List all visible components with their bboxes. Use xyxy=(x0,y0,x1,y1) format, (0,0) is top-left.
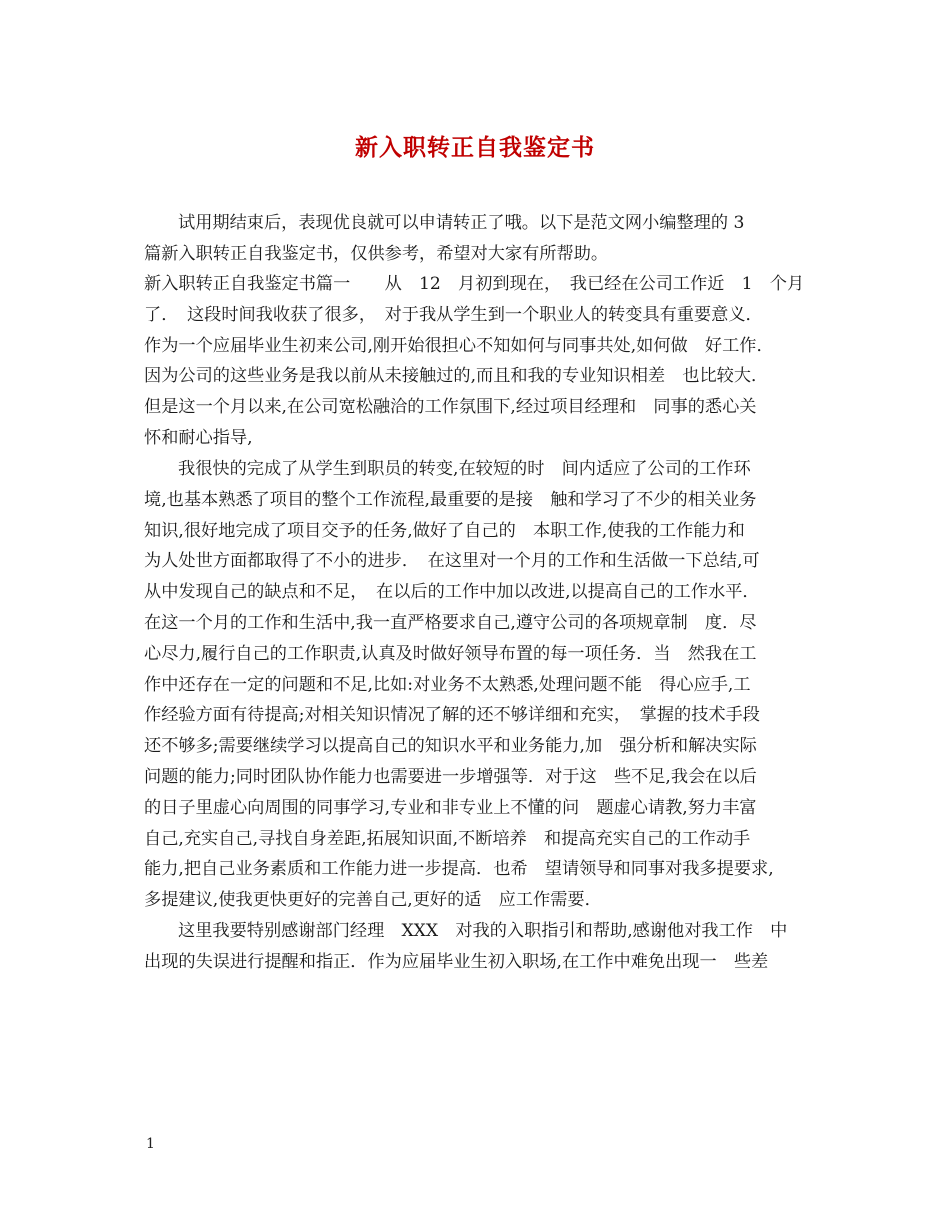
text-line: 因为公司的这些业务是我以前从未接触过的,而且和我的专业知识相差 也比较大． xyxy=(144,366,769,386)
text-line: 在这一个月的工作和生活中,我一直严格要求自己,遵守公司的各项规章制 度．尽 xyxy=(144,613,757,633)
text-line: 我很快的完成了从学生到职员的转变,在较短的时 间内适应了公司的工作环 xyxy=(178,459,751,479)
text-line: 还不够多;需要继续学习以提高自己的知识水平和业务能力,加 强分析和解决实际 xyxy=(144,736,757,756)
text-line: 为人处世方面都取得了不小的进步． 在这里对一个月的工作和生活做一下总结,可 xyxy=(144,551,760,571)
text-line: 能力,把自己业务素质和工作能力进一步提高．也希 望请领导和同事对我多提要求, xyxy=(144,859,774,879)
text-line: 从中发现自己的缺点和不足， 在以后的工作中加以改进,以提高自己的工作水平． xyxy=(144,582,760,602)
text-line: 这里我要特别感谢部门经理 XXX 对我的入职指引和帮助,感谢他对我工作 中 xyxy=(178,921,788,941)
text-line: 试用期结束后，表现优良就可以申请转正了哦。以下是范文网小编整理的 3 xyxy=(178,213,745,233)
text-line: 心尽力,履行自己的工作职责,认真及时做好领导布置的每一项任务．当 然我在工 xyxy=(144,644,757,664)
text-line: 篇新入职转正自我鉴定书，仅供参考，希望对大家有所帮助。 xyxy=(144,244,609,264)
text-line: 多提建议,使我更快更好的完善自己,更好的适 应工作需要． xyxy=(144,890,602,910)
document-title: 新入职转正自我鉴定书 xyxy=(355,134,595,161)
text-line: 新入职转正自我鉴定书篇一 从 12 月初到现在， 我已经在公司工作近 1 个月 xyxy=(144,274,805,294)
text-line: 怀和耐心指导, xyxy=(144,428,253,448)
text-line: 作中还存在一定的问题和不足,比如:对业务不太熟悉,处理问题不能 得心应手,工 xyxy=(144,675,751,695)
text-line: 知识,很好地完成了项目交予的任务,做好了自己的 本职工作,使我的工作能力和 xyxy=(144,521,745,541)
page-number: 1 xyxy=(146,1136,155,1152)
text-line: 但是这一个月以来,在公司宽松融洽的工作氛围下,经过项目经理和 同事的悉心关 xyxy=(144,397,757,417)
text-line: 作为一个应届毕业生初来公司,刚开始很担心不知如何与同事共处,如何做 好工作． xyxy=(144,336,774,356)
text-line: 自己,充实自己,寻找自身差距,拓展知识面,不断培养 和提高充实自己的工作动手 xyxy=(144,829,751,849)
text-line: 境,也基本熟悉了项目的整个工作流程,最重要的是接 触和学习了不少的相关业务 xyxy=(144,490,757,510)
text-line: 出现的失误进行提醒和指正．作为应届毕业生初入职场,在工作中难免出现一 些差 xyxy=(144,952,769,972)
text-line: 作经验方面有待提高;对相关知识情况了解的还不够详细和充实， 掌握的技术手段 xyxy=(144,705,760,725)
text-line: 的日子里虚心向周围的同事学习,专业和非专业上不懂的问 题虚心请教,努力丰富 xyxy=(144,798,757,818)
text-line: 问题的能力;同时团队协作能力也需要进一步增强等．对于这 些不足,我会在以后 xyxy=(144,767,757,787)
text-line: 了． 这段时间我收获了很多， 对于我从学生到一个职业人的转变具有重要意义． xyxy=(144,305,763,325)
